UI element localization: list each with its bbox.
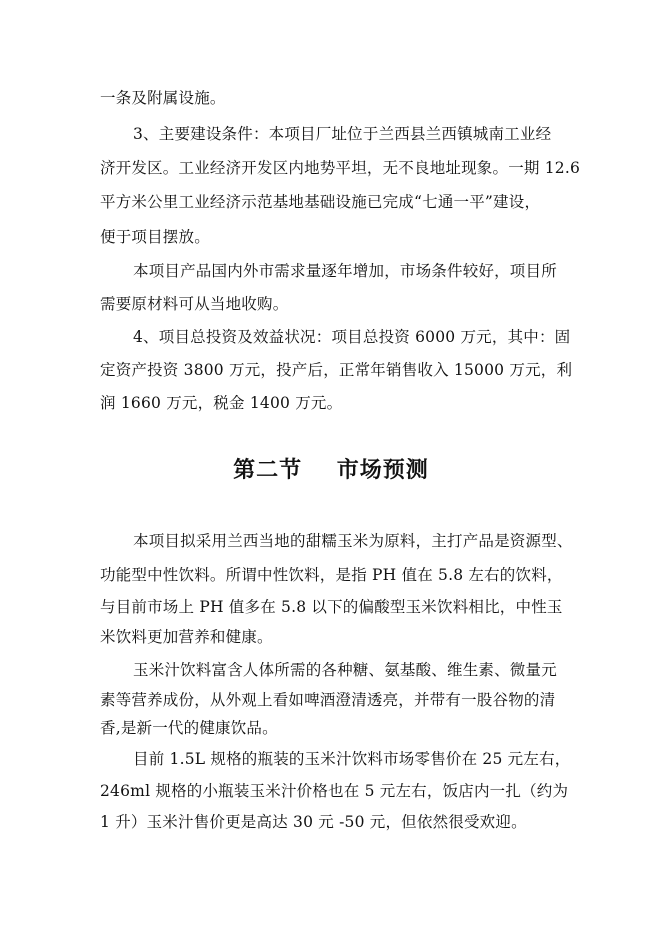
paragraph-line: 目前 1.5L 规格的瓶装的玉米汁饮料市场零售价在 25 元左右， [133,750,571,768]
paragraph-line: 与目前市场上 PH 值多在 5.8 以下的偏酸型玉米饮料相比，中性玉 [100,598,563,616]
paragraph-line: 1 升）玉米汁售价更是高达 30 元 -50 元，但依然很受欢迎。 [100,813,527,831]
paragraph-line: 3、主要建设条件：本项目厂址位于兰西县兰西镇城南工业经 [133,125,552,143]
section-heading: 第二节 市场预测 [233,457,429,483]
paragraph-line: 本项目拟采用兰西当地的甜糯玉米为原料，主打产品是资源型、 [133,532,573,550]
paragraph-line: 平方米公里工业经济示范基地基础设施已完成“七通一平”建设， [100,193,541,211]
paragraph-line: 功能型中性饮料。所谓中性饮料，是指 PH 值在 5.8 左右的饮料， [100,566,563,584]
paragraph-line: 米饮料更加营养和健康。 [100,628,273,646]
paragraph-line: 一条及附属设施。 [100,89,226,107]
paragraph-line: 香,是新一代的健康饮品。 [100,719,278,737]
paragraph-line: 本项目产品国内外市需求量逐年增加，市场条件较好，项目所 [133,262,557,280]
paragraph-line: 4、项目总投资及效益状况：项目总投资 6000 万元，其中：固 [133,328,571,346]
paragraph-line: 济开发区。工业经济开发区内地势平坦，无不良地址现象。一期 12.6 [100,159,581,177]
paragraph-line: 需要原材料可从当地收购。 [100,295,289,313]
paragraph-line: 素等营养成份，从外观上看如啤酒澄清透亮，并带有一股谷物的清 [100,691,556,709]
paragraph-line: 玉米汁饮料富含人体所需的各种糖、氨基酸、维生素、微量元 [133,661,557,679]
paragraph-line: 定资产投资 3800 万元，投产后，正常年销售收入 15000 万元，利 [100,361,573,379]
paragraph-line: 246ml 规格的小瓶装玉米汁价格也在 5 元左右，饭店内一扎（约为 [100,782,569,800]
paragraph-line: 润 1660 万元，税金 1400 万元。 [100,394,343,412]
paragraph-line: 便于项目摆放。 [100,228,210,246]
